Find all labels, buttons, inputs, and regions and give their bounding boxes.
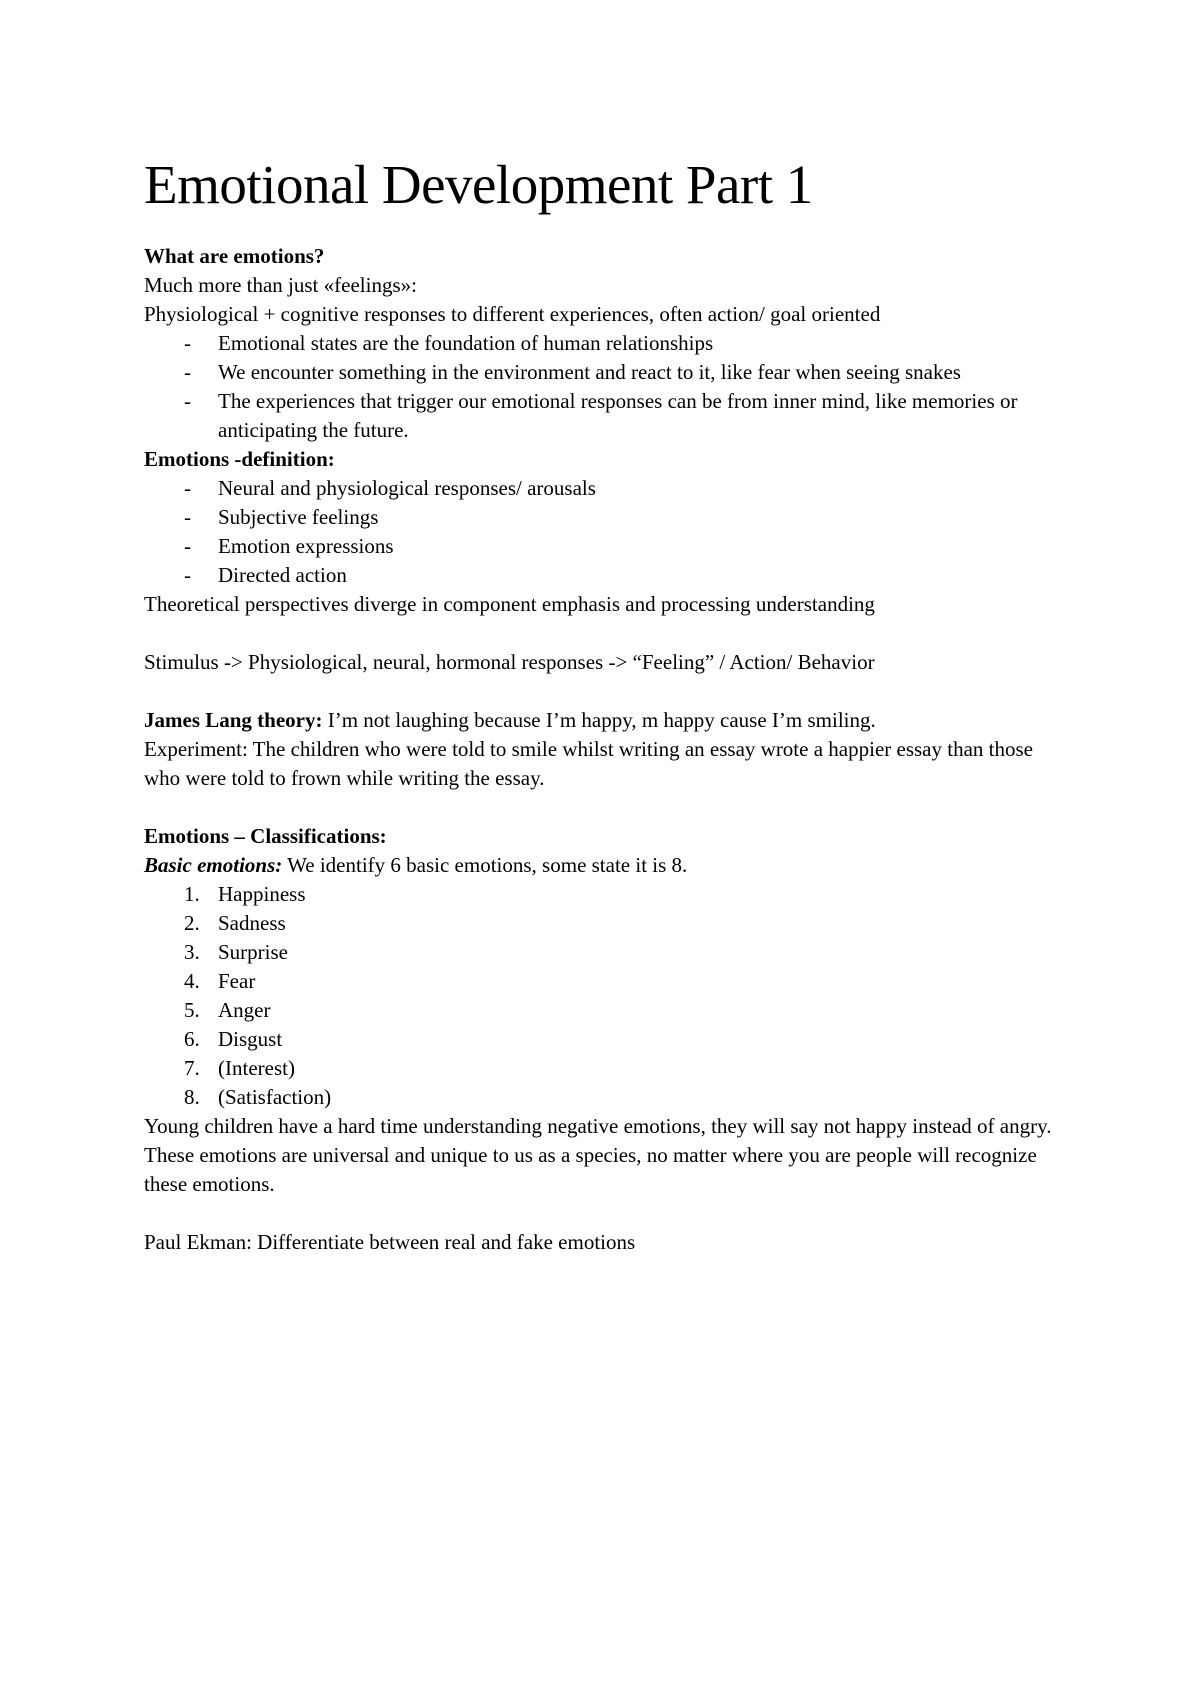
paragraph-young-children: Young children have a hard time understanding negative emotions, they will say not happy instead of angry. [144, 1114, 1052, 1138]
paragraph-line: Much more than just «feelings»: [144, 273, 417, 297]
section-heading-classifications: Emotions – Classifications: [144, 824, 387, 848]
list-item [144, 561, 1064, 590]
list-number: 1. [184, 882, 200, 906]
list-item-text: Happiness [218, 882, 306, 906]
list-item [144, 909, 1064, 938]
list-item [144, 1025, 1064, 1054]
list-item [144, 532, 1064, 561]
section-heading-definition: Emotions -definition: [144, 447, 335, 471]
list-number: 6. [184, 1027, 200, 1051]
dash-bullet: - [184, 360, 191, 384]
james-lang-label: James Lang theory: [144, 708, 323, 732]
basic-emotions-text: We identify 6 basic emotions, some state it is 8. [282, 853, 688, 877]
list-item [144, 358, 1064, 387]
list-item-text: The experiences that trigger our emotional responses can be from inner mind, like memories or anticipating the future. [218, 389, 1018, 442]
list-item-text: We encounter something in the environment and react to it, like fear when seeing snakes [218, 360, 961, 384]
bullet-list-definition [144, 474, 1064, 590]
list-number: 4. [184, 969, 200, 993]
blank-line [144, 1199, 1064, 1228]
blank-line [144, 619, 1064, 648]
list-item-text: Surprise [218, 940, 288, 964]
basic-emotions-label: Basic emotions: [144, 853, 283, 877]
list-item [144, 880, 1064, 909]
list-number: 2. [184, 911, 200, 935]
list-number: 8. [184, 1085, 200, 1109]
list-item-text: (Interest) [218, 1056, 295, 1080]
list-item [144, 329, 1064, 358]
bullet-list-emotions [144, 329, 1064, 445]
list-item-text: Neural and physiological responses/ arousals [218, 476, 596, 500]
section-heading-what-are-emotions: What are emotions? [144, 244, 325, 268]
list-item-text: Subjective feelings [218, 505, 379, 529]
list-item-text: Disgust [218, 1027, 283, 1051]
list-item-text: Fear [218, 969, 256, 993]
numbered-list-basic-emotions [144, 880, 1064, 1112]
experiment-paragraph: Experiment: The children who were told to smile whilst writing an essay wrote a happier essay than those who were told to frown while writing the essay. [144, 737, 1033, 790]
list-item [144, 1083, 1064, 1112]
dash-bullet: - [184, 476, 191, 500]
dash-bullet: - [184, 389, 191, 413]
list-item-text: Sadness [218, 911, 286, 935]
james-lang-text: I’m not laughing because I’m happy, m happy cause I’m smiling. [322, 708, 876, 732]
paragraph-universal: These emotions are universal and unique to us as a species, no matter where you are people will recognize these emotions. [144, 1143, 1037, 1196]
paragraph-line: Theoretical perspectives diverge in component emphasis and processing understanding [144, 592, 875, 616]
paragraph-line: Physiological + cognitive responses to different experiences, often action/ goal oriented [144, 302, 881, 326]
list-item [144, 967, 1064, 996]
ekman-line: Paul Ekman: Differentiate between real and fake emotions [144, 1230, 636, 1254]
list-item [144, 996, 1064, 1025]
blank-line [144, 793, 1064, 822]
document-title: Emotional Development Part 1 [144, 154, 813, 215]
list-number: 7. [184, 1056, 200, 1080]
dash-bullet: - [184, 331, 191, 355]
list-item [144, 387, 1064, 445]
list-item [144, 1054, 1064, 1083]
list-item-text: Anger [218, 998, 271, 1022]
list-item [144, 503, 1064, 532]
basic-emotions-line [144, 851, 1064, 880]
list-item [144, 938, 1064, 967]
blank-line [144, 677, 1064, 706]
stimulus-line: Stimulus -> Physiological, neural, hormonal responses -> “Feeling” / Action/ Behavior [144, 650, 875, 674]
list-item [144, 474, 1064, 503]
james-lang-paragraph [144, 706, 1064, 735]
list-item-text: Emotional states are the foundation of human relationships [218, 331, 714, 355]
document-content [144, 150, 1064, 1257]
list-number: 3. [184, 940, 200, 964]
list-item-text: Emotion expressions [218, 534, 394, 558]
dash-bullet: - [184, 563, 191, 587]
list-item-text: Directed action [218, 563, 347, 587]
list-item-text: (Satisfaction) [218, 1085, 332, 1109]
dash-bullet: - [184, 534, 191, 558]
list-number: 5. [184, 998, 200, 1022]
dash-bullet: - [184, 505, 191, 529]
